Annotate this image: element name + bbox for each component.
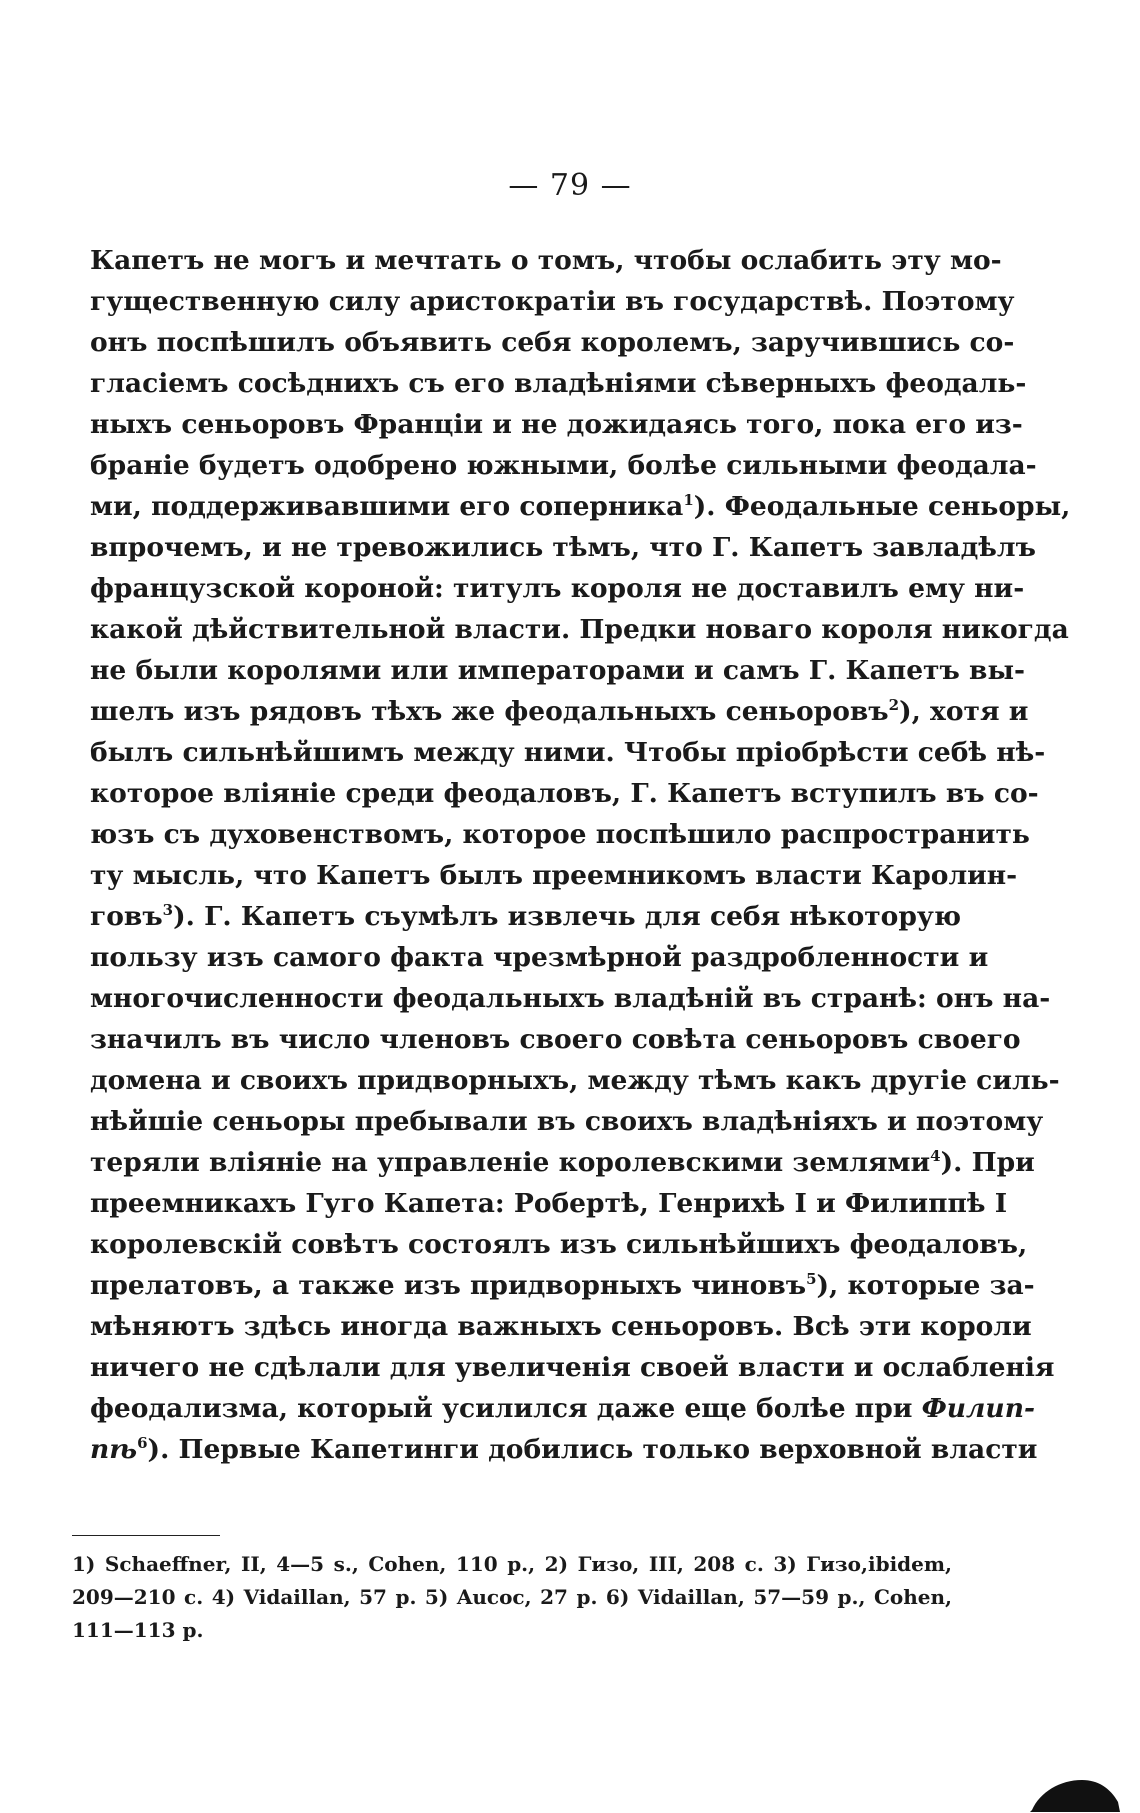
line-text: королевскій совѣтъ состоялъ изъ сильнѣйшихъ феодаловъ, <box>90 1229 1028 1260</box>
text-line <box>90 1429 1038 1470</box>
text-line <box>90 1347 1055 1388</box>
text-line <box>90 445 1037 486</box>
line-text: многочисленности феодальныхъ владѣній въ странѣ: онъ на- <box>90 983 1051 1014</box>
footnote-marker: 1 <box>683 491 694 510</box>
line-text: гласіемъ сосѣднихъ съ его владѣніями сѣверныхъ феодаль- <box>90 368 1027 399</box>
page-number: — 79 — <box>508 168 632 203</box>
footnote-divider <box>72 1535 220 1536</box>
footnote-line: 111—113 p. <box>72 1618 204 1642</box>
footnote-marker: 6 <box>137 1434 148 1453</box>
line-text: онъ поспѣшилъ объявить себя королемъ, заручившись со- <box>90 327 1015 358</box>
text-line <box>90 1306 1032 1347</box>
line-text: теряли вліяніе на управленіе королевскими землями <box>90 1147 931 1178</box>
text-line <box>90 814 1030 855</box>
text-line <box>90 691 1029 732</box>
emphasized-text: Филип- <box>921 1393 1035 1424</box>
line-text: которое вліяніе среди феодаловъ, Г. Капетъ вступилъ въ со- <box>90 778 1039 809</box>
text-line <box>90 1224 1028 1265</box>
line-text-continued: ), которые за- <box>816 1270 1035 1301</box>
line-text-continued: ). Первые Капетинги добились только верховной власти <box>147 1434 1038 1465</box>
line-text: не были королями или императорами и самъ Г. Капетъ вы- <box>90 655 1026 686</box>
line-text: пользу изъ самого факта чрезмѣрной раздробленности и <box>90 942 989 973</box>
line-text-continued: ), хотя и <box>899 696 1029 727</box>
text-line <box>90 1183 1008 1224</box>
text-line <box>90 609 1069 650</box>
text-line <box>90 1265 1035 1306</box>
text-line <box>90 404 1023 445</box>
line-text: гущественную силу аристократіи въ государствѣ. Поэтому <box>90 286 1015 317</box>
line-text: впрочемъ, и не тревожились тѣмъ, что Г. Капетъ завладѣлъ <box>90 532 1036 563</box>
text-line <box>90 527 1036 568</box>
line-text: прелатовъ, а также изъ придворныхъ чиновъ <box>90 1270 807 1301</box>
text-line <box>90 1101 1044 1142</box>
text-line <box>90 1142 1035 1183</box>
text-line <box>90 855 1018 896</box>
text-line <box>90 937 989 978</box>
line-text: шелъ изъ рядовъ тѣхъ же феодальныхъ сеньоровъ <box>90 696 889 727</box>
line-text: Капетъ не могъ и мечтать о томъ, чтобы ослабить эту мо- <box>90 245 1002 276</box>
line-text-continued: ). При <box>940 1147 1035 1178</box>
line-text-continued: ). Г. Капетъ съумѣлъ извлечь для себя нѣкоторую <box>173 901 962 932</box>
footnote-marker: 3 <box>162 901 174 920</box>
line-text: ничего не сдѣлали для увеличенія своей власти и ослабленія <box>90 1352 1055 1383</box>
line-text: нѣйшіе сеньоры пребывали въ своихъ владѣніяхъ и поэтому <box>90 1106 1044 1137</box>
line-text: какой дѣйствительной власти. Предки новаго короля никогда <box>90 614 1069 645</box>
line-text: ныхъ сеньоровъ Франціи и не дожидаясь того, пока его из- <box>90 409 1023 440</box>
emphasized-text: пѣ <box>90 1434 138 1465</box>
text-line <box>90 978 1051 1019</box>
ink-blot-decoration <box>1030 1772 1120 1812</box>
line-text: браніе будетъ одобрено южными, болѣе сильными феодала- <box>90 450 1037 481</box>
line-text: юзъ съ духовенствомъ, которое поспѣшило распространить <box>90 819 1030 850</box>
text-line <box>90 322 1015 363</box>
text-line <box>90 773 1039 814</box>
footnotes <box>72 1548 952 1647</box>
text-line <box>90 486 1071 527</box>
line-text: говъ <box>90 901 163 932</box>
body-text <box>90 240 1071 1470</box>
text-line <box>90 896 962 937</box>
line-text: феодализма, который усилился даже еще болѣе при <box>90 1393 922 1424</box>
text-line <box>90 650 1026 691</box>
footnote-line: 1) Schaeffner, II, 4—5 s., Cohen, 110 p., 2) Гизо, III, 208 с. 3) Гизо,ibidem, <box>72 1552 952 1576</box>
line-text: значилъ въ число членовъ своего совѣта сеньоровъ своего <box>90 1024 1021 1055</box>
line-text: домена и своихъ придворныхъ, между тѣмъ какъ другіе силь- <box>90 1065 1060 1096</box>
line-text: мѣняютъ здѣсь иногда важныхъ сеньоровъ. Всѣ эти короли <box>90 1311 1032 1342</box>
footnote-marker: 5 <box>806 1270 817 1289</box>
line-text-continued: ). Феодальные сеньоры, <box>693 491 1071 522</box>
line-text: французской короной: титулъ короля не доставилъ ему ни- <box>90 573 1025 604</box>
footnote-marker: 2 <box>888 696 900 715</box>
text-line <box>90 1388 1035 1429</box>
text-line <box>90 732 1046 773</box>
line-text: ту мысль, что Капетъ былъ преемникомъ власти Каролин- <box>90 860 1018 891</box>
text-line <box>90 240 1002 281</box>
line-text: былъ сильнѣйшимъ между ними. Чтобы пріобрѣсти себѣ нѣ- <box>90 737 1046 768</box>
footnote-line: 209—210 с. 4) Vidaillan, 57 p. 5) Aucoc, 27 p. 6) Vidaillan, 57—59 p., Cohen, <box>72 1585 952 1609</box>
line-text: преемникахъ Гуго Капета: Робертѣ, Генрихѣ I и Филиппѣ I <box>90 1188 1008 1219</box>
text-line <box>90 1019 1021 1060</box>
text-line <box>90 281 1015 322</box>
line-text: ми, поддерживавшими его соперника <box>90 491 684 522</box>
text-line <box>90 568 1025 609</box>
text-line <box>90 1060 1060 1101</box>
text-line <box>90 363 1027 404</box>
footnote-marker: 4 <box>930 1147 941 1166</box>
